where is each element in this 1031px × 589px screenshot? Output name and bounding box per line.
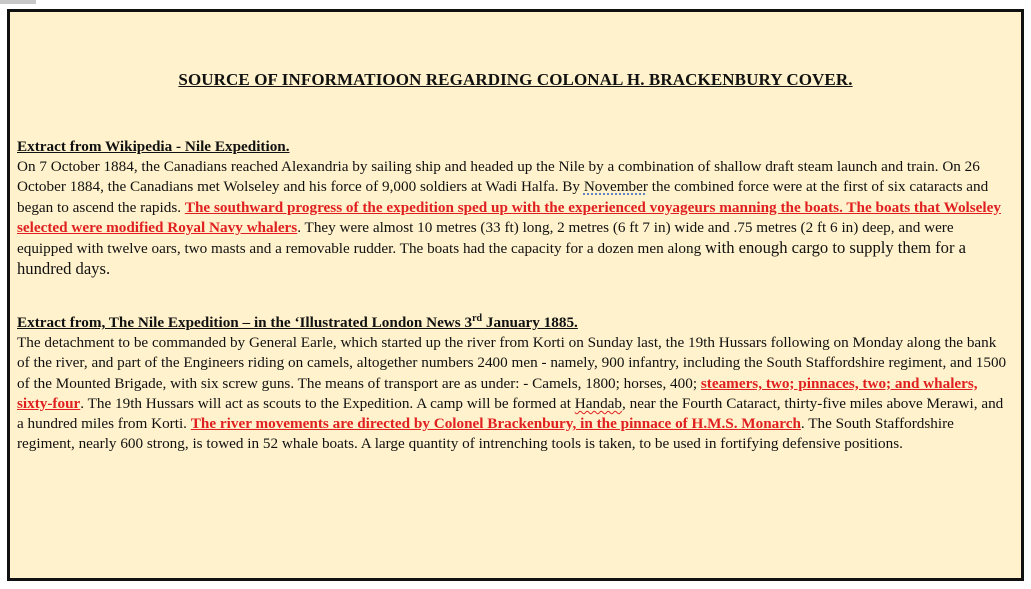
iln-heading-b: January 1885. bbox=[482, 314, 578, 331]
iln-text-1: The detachment to be commanded by General Earle, which started up the river from Korti on Sunday last, the 19th Hussars following on Monday along the bank of the river, and part of the Engineers riding on camels, altogether numbers 2400 men - namely, 900 infantry, including the South Staffordshire regiment, and 1500 of the Mounted Brigade, with six screw guns. The means of transport are as under: - Camels, 1800; horses, 400; bbox=[17, 334, 1007, 392]
iln-extract-heading bbox=[17, 313, 1012, 333]
iln-text-2b: , near the Fourth Cataract, thirty-five miles above Merawi, and a hundred miles from Korti. bbox=[17, 394, 1004, 433]
wikipedia-extract-heading: Extract from Wikipedia - Nile Expedition. bbox=[17, 138, 290, 155]
wikipedia-text-2-large: with enough cargo to supply them for a hundred days. bbox=[17, 238, 966, 279]
wikipedia-text-1: On 7 October 1884, the Canadians reached Alexandria by sailing ship and headed up the Nile by a combination of shallow draft steam launch and train. On 26 October 1884, the Canadians met Wolseley and his force of 9,000 soldiers at Wadi Halfa. By bbox=[17, 158, 980, 196]
document-page bbox=[7, 9, 1024, 581]
iln-heading-sup: rd bbox=[472, 312, 483, 324]
iln-highlight-transport: steamers, two; pinnaces, two; and whalers, sixty-four bbox=[17, 374, 978, 412]
iln-text-2: . The 19th Hussars will act as scouts to the Expedition. A camp will be formed at bbox=[80, 394, 575, 412]
iln-text-3: . The South Staffordshire regiment, nearly 600 strong, is towed in 52 whale boats. A large quantity of intrenching tools is taken, to be used in fortifying defensive positions. bbox=[17, 415, 954, 453]
illustrated-london-news-section bbox=[17, 313, 1012, 454]
wikipedia-text-1b: the combined force were at the first of six cataracts and began to ascend the rapids. bbox=[17, 178, 989, 216]
wikipedia-text-november: November bbox=[583, 178, 648, 196]
iln-heading-a: Extract from, The Nile Expedition – in the ‘Illustrated London News 3 bbox=[17, 314, 473, 331]
wikipedia-extract-body bbox=[17, 157, 1012, 280]
iln-highlight-brackenbury: The river movements are directed by Colonel Brackenbury, in the pinnace of H.M.S. Monarch bbox=[190, 415, 801, 433]
wikipedia-extract-section bbox=[17, 137, 1012, 280]
wikipedia-highlight: The southward progress of the expedition sped up with the experienced voyageurs manning the boats. The boats that Wolseley selected were modified Royal Navy whalers bbox=[17, 198, 1001, 236]
wikipedia-text-2: . They were almost 10 metres (33 ft) long, 2 metres (6 ft 7 in) wide and .75 metres (2 ft 6 in) deep, and were equipped with twelve oars, two masts and a removable rudder. The boats had the capacity for a dozen men along bbox=[17, 218, 954, 258]
page-title: SOURCE OF INFORMATIOON REGARDING COLONAL H. BRACKENBURY COVER. bbox=[178, 70, 853, 89]
window-edge-mark bbox=[0, 0, 36, 4]
iln-text-handab: Handab bbox=[574, 394, 623, 412]
iln-extract-body bbox=[17, 333, 1012, 454]
